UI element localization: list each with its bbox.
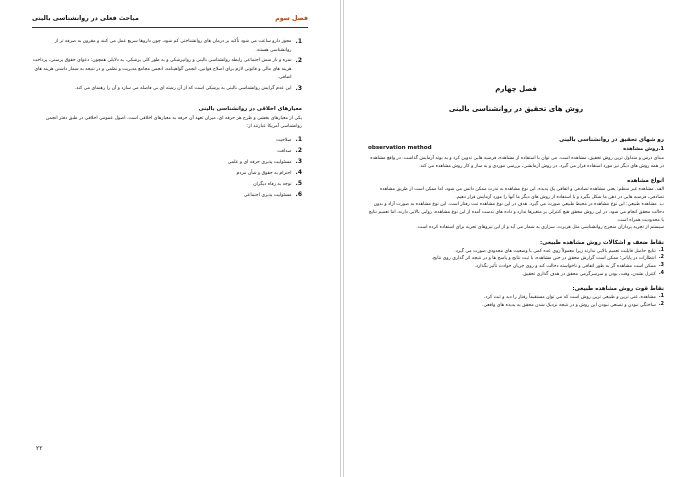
- item-text: مجوز دارو ساعت می شود تأکید بر درمان های روانشناختی کم شود، چون داروها سریع عمل می کنند و مقرون به صرفه تر از روانشناسی هستند.: [54, 39, 292, 53]
- item-number: 4.: [658, 270, 664, 276]
- types-heading: انواع مشاهده: [627, 178, 664, 185]
- types-paragraph-b: ب. مشاهده طبیعی: این نوع مشاهده در محیط طبیعی صورت می گیرد. هدف در این نوع مشاهده ثبت رفتار است. این نوع مشاهده به صورت آزاد و بدون دخالت محقق انجام می شود. در این روش محقق هیچ کنترلی بر متغیرها ندارد و داده های بدست آمده از این نوع مشاهده، روایی بالایی دارند، اما تعمیم نتایج با محدودیت همراه است.: [368, 202, 664, 223]
- right-page-content: [368, 85, 664, 309]
- item-number: 1.: [658, 294, 664, 300]
- item-text: صداقت: [277, 148, 292, 154]
- item-number: 3.: [658, 262, 664, 268]
- item-number: 4.: [295, 168, 302, 176]
- item-text: توجه به رفاه دیگران: [253, 181, 292, 187]
- item-text: انتظارات در پایانی؛ ممکن است گزارش محقق در حین مشاهده، با ثبت نتایج و پاسخ ها و در نتیجه اثر گذاری روی نتایج.: [431, 256, 656, 262]
- header-section-title: مباحث فعلی در روانشناسی بالینی: [32, 15, 139, 22]
- item-number: 5.: [295, 179, 302, 187]
- item-text: ممکن است مشاهده گر به طور اتفاقی و ناخواسته دخالت کند و روی جریان حوادث تأثیر بگذارد.: [474, 263, 656, 269]
- item-text: احترام به حقوق و شأن مردم: [236, 170, 292, 176]
- chapter-subtitle: روش های تحقیق در روانشناسی بالینی: [448, 105, 584, 113]
- item-text: مشاهده، غنی ترین و طبیعی ترین روش است که می توان مستقیماً رفتار را دید و ثبت کرد.: [483, 295, 656, 301]
- observation-heading-row: [368, 145, 664, 155]
- types-paragraph-a: الف. مشاهده غیر منظم: یعنی مشاهده تصادفی و اتفاقی یک پدیده. این نوع مشاهده به ندرت ممکن دانش می شود، اما ممکن است از طریق مشاهده تصادفی، فرضیه هایی در ذهن ما شکل بگیرد و با استفاده از روش های دیگر ما آنها را مورد آزمایش قرار دهیم.: [379, 187, 664, 200]
- observation-paragraph: مبنای درس و متداول ترین روش تحقیق، مشاهده است. می توان با استفاده از مشاهده، فرضیه هایی تدوین کرد و به بوته آزمایش گذاشت. در واقع مشاهده در همه روش های دیگر نیز مورد استفاده قرار می گیرد. در روش آزمایشی، بررسی موردی و به ساز و کار روش مشاهده می کند.: [370, 156, 664, 169]
- ethics-paragraph: یکی از معیارهای بخشی و طرح هر حرفه ای، میزان تعهد آن حرفه به معیارهای اخلاقی است. اصول عمومی اخلاقی در طبق دفتر انجمن روانشناسی آمریکا عبارتند از:: [45, 115, 302, 130]
- list-item: [368, 248, 664, 256]
- item-text: مسئولیت پذیری حرفه ای و علمی: [227, 159, 292, 165]
- list-item: [368, 255, 664, 263]
- list-item: [32, 180, 302, 190]
- list-item: [32, 191, 302, 201]
- list-item: [32, 38, 302, 55]
- ethics-heading: معیارهای اخلاقی در روانشناسی بالینی: [198, 105, 302, 112]
- item-text: کنترل نشدن، وقت، بودن و سرسرگرمی محقق در هدف گذاری تحقیق.: [521, 271, 656, 277]
- item-number: 2.: [658, 301, 664, 307]
- left-page-header: [32, 15, 308, 28]
- item-text: نمره و نار شش اجتماعی رابطه روانشناسی بالینی و روانپزشکی و به طور کلی پزشکی، به دلایلی همچون: دعوای حقوق پرستی، پرداخت هزینه های مالی و قانونی لازم برای اصلاح قوانین، انجمن گواهینامه، انجمن مجامع مدیریت و نظمی و در نتیجه به شمار داشتن هزینه های اضافی.: [32, 58, 292, 81]
- item-text: نتایج حاصل قابلیت تعمیم بالایی ندارند زیرا معمولاً روی عده کمی با وضعیت های محدودی صورت می گیرد.: [454, 248, 656, 254]
- list-item: [368, 302, 664, 310]
- list-item: [32, 57, 302, 83]
- item-number: 2.: [295, 146, 302, 154]
- item-text: ساختگی نبودن و تصنعی نبودن این روش و در نتیجه نزدیک شدن محقق به پدیده های واقعی.: [482, 302, 656, 308]
- list-item: [32, 136, 302, 146]
- page-number: ۲۲: [36, 445, 43, 452]
- item-number: 3.: [295, 157, 302, 165]
- strengths-heading: نقاط قوت روش مشاهده طبیعی:: [572, 286, 664, 293]
- item-text: صلاحیت: [276, 137, 292, 143]
- item-text: مسئولیت پذیری اجتماعی: [243, 192, 292, 198]
- observation-heading: 1.روش مشاهده: [623, 146, 664, 152]
- item-number: 1.: [295, 135, 302, 143]
- item-number: 2.: [295, 57, 302, 65]
- left-page: [0, 0, 341, 477]
- item-number: 2.: [658, 255, 664, 261]
- list-item: [32, 85, 302, 94]
- principles-list: [32, 136, 302, 201]
- chapter-title: فصل چهارم: [495, 85, 537, 93]
- list-item: [368, 263, 664, 271]
- list-item: [32, 147, 302, 157]
- right-page: [343, 0, 684, 477]
- item-number: 6.: [295, 190, 302, 198]
- list-item: [368, 271, 664, 279]
- methods-heading: رو شهای تحقیق در روانشناسی بالینی: [559, 137, 664, 143]
- observation-term: observation method: [368, 145, 432, 151]
- types-paragraph-c: سیستم از تجربه پردازان منحرج روانشناسی مثل هربرت، سزاری به شمار می آید و از این نیروهای تجربه برای استفاده کرده است.: [416, 225, 664, 231]
- item-number: 1.: [295, 38, 302, 45]
- list-item: [32, 169, 302, 179]
- item-text: این عدم گرایش روانشناسی بالینی به پزشکی است که از آن رشته ای بی فاصله می سازد و آن را رهنمای می کند.: [74, 85, 292, 91]
- list-item: [368, 294, 664, 302]
- list-item: [32, 158, 302, 168]
- item-number: 1.: [658, 247, 664, 253]
- header-chapter-label: فصل سوم: [275, 15, 308, 22]
- item-number: 3.: [295, 84, 302, 92]
- left-page-content: [32, 38, 302, 202]
- weaknesses-heading: نقاط ضعف و اشکالات روش مشاهده طبیعی:: [540, 239, 664, 246]
